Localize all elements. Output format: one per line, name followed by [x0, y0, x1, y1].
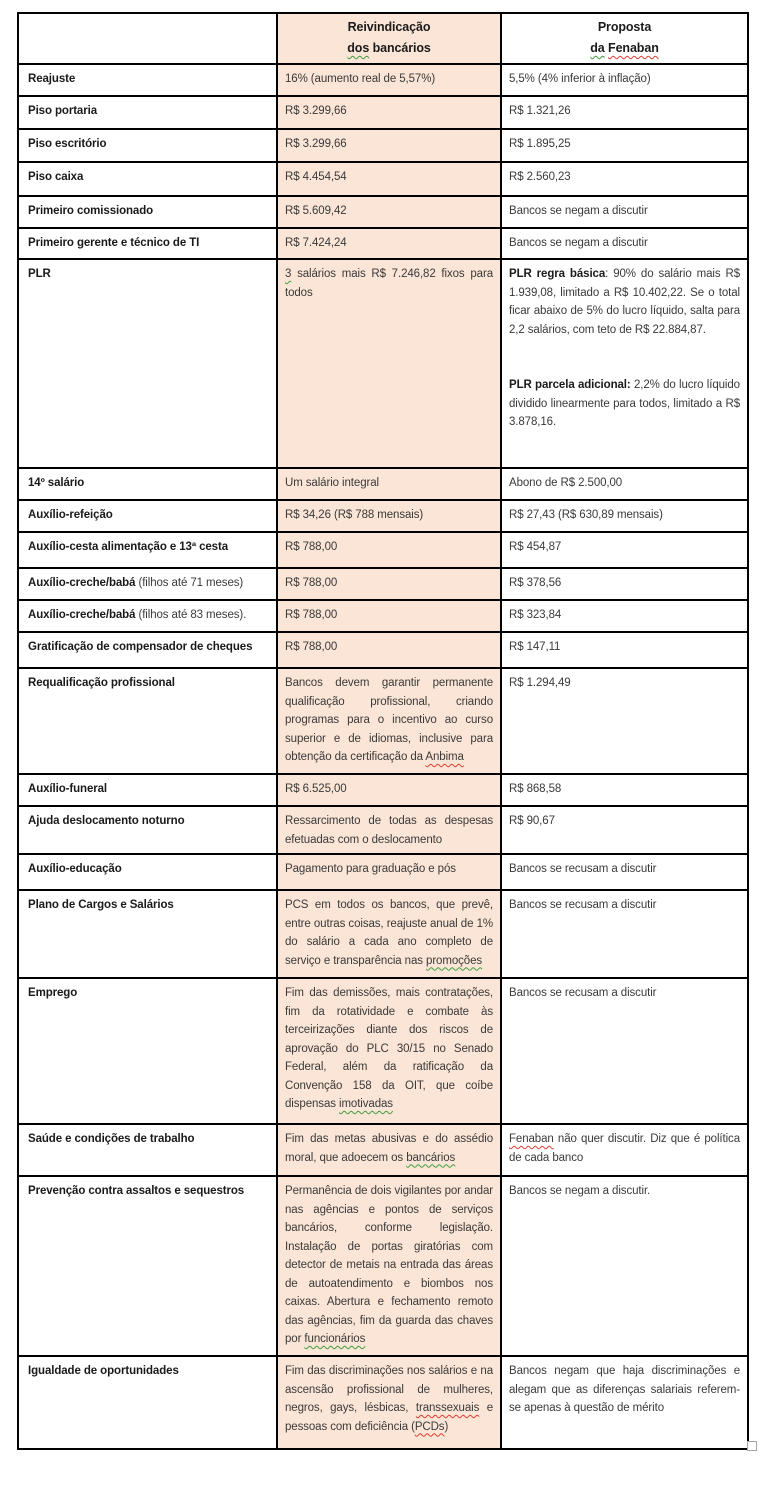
text-run: Pagamento para graduação e pós: [285, 863, 456, 875]
text-run: Fenaban: [509, 1133, 554, 1145]
text-run: PCS em todos os bancos, que prevê, entre outras coisas, reajuste anual de 1% do salário a cada ano completo de serviço e transparência nas: [285, 899, 493, 967]
text-run: R$ 147,11: [509, 641, 561, 653]
claim-cell: [277, 568, 501, 600]
row-label-cell: [18, 129, 277, 162]
header-claim-cell: [277, 13, 501, 64]
proposal-cell: [501, 632, 748, 668]
claim-paragraph: [285, 674, 493, 767]
proposal-cell: [501, 162, 748, 196]
row-label-paragraph: [28, 1182, 269, 1201]
row-label-cell: [18, 600, 277, 632]
proposal-cell: [501, 774, 748, 806]
row-label-cell: [18, 468, 277, 500]
text-run: Primeiro comissionado: [28, 205, 154, 217]
text-run: R$ 7.424,24: [285, 237, 347, 249]
text-run: salários mais R$ 7.246,82 fixos para todos: [285, 268, 493, 299]
row-label-paragraph: [28, 984, 269, 1003]
claim-cell: [277, 500, 501, 532]
claim-cell: [277, 1176, 501, 1356]
table-row: [18, 196, 748, 228]
claim-cell: [277, 668, 501, 774]
row-label-cell: [18, 162, 277, 196]
text-run: R$ 378,56: [509, 577, 562, 589]
proposal-cell: [501, 468, 748, 500]
row-label-paragraph: [28, 812, 269, 831]
table-row: [18, 1176, 748, 1356]
claim-paragraph: [285, 1182, 493, 1349]
claim-cell: [277, 129, 501, 162]
text-run: R$ 1.321,26: [509, 105, 571, 117]
text-run: Auxílio-creche/babá: [28, 577, 136, 589]
text-run: Ressarcimento de todas as despesas efetuadas com o deslocamento: [285, 815, 493, 846]
row-label-cell: [18, 1124, 277, 1176]
text-run: Fim das metas abusivas e do assédio moral, que adoecem os: [285, 1133, 493, 1164]
proposal-cell: [501, 96, 748, 129]
row-label-cell: [18, 259, 277, 468]
row-label-paragraph: [28, 474, 269, 493]
row-label-paragraph: [28, 780, 269, 799]
header-empty-cell: [18, 13, 277, 64]
text-run: R$ 27,43 (R$ 630,89 mensais): [509, 509, 663, 521]
comparison-table: [17, 12, 749, 1450]
claim-paragraph: [285, 265, 493, 302]
row-label-paragraph: [28, 506, 269, 525]
proposal-cell: [501, 1124, 748, 1176]
text-run: funcionários: [304, 1333, 366, 1345]
text-run: e pessoas com deficiência (: [285, 1402, 493, 1433]
text-run: R$ 788,00: [285, 609, 338, 621]
claim-paragraph: [285, 538, 493, 557]
text-run: Bancos se recusam a discutir: [509, 899, 657, 911]
row-label-cell: [18, 806, 277, 854]
proposal-cell: [501, 1356, 748, 1449]
claim-paragraph: [285, 202, 493, 221]
text-run: 16% (aumento real de 5,57%): [285, 73, 436, 85]
table-row: [18, 162, 748, 196]
claim-cell: [277, 64, 501, 96]
text-run: Prevenção contra assaltos e sequestros: [28, 1185, 245, 1197]
claim-paragraph: [285, 102, 493, 121]
text-run: Reajuste: [28, 73, 76, 85]
claim-paragraph: [285, 860, 493, 879]
proposal-cell: [501, 568, 748, 600]
text-run: transsexuais: [415, 1402, 480, 1414]
table-row: [18, 774, 748, 806]
table-resize-handle: [747, 1441, 757, 1451]
text-run: dos: [347, 41, 370, 55]
text-run: 5,5% (4% inferior à inflação): [509, 73, 651, 85]
claim-cell: [277, 468, 501, 500]
proposal-paragraph: [509, 984, 740, 1003]
text-run: Piso caixa: [28, 171, 84, 183]
claim-paragraph: [285, 638, 493, 657]
table-row: [18, 668, 748, 774]
text-run: Auxílio-funeral: [28, 783, 108, 795]
text-run: R$ 4.454,54: [285, 171, 347, 183]
row-label-cell: [18, 96, 277, 129]
text-run: 14º salário: [28, 477, 85, 489]
text-run: Auxílio-refeição: [28, 509, 113, 521]
text-run: R$ 323,84: [509, 609, 562, 621]
table-row: [18, 259, 748, 468]
proposal-paragraph: [509, 1130, 740, 1167]
text-run: Gratificação de compensador de cheques: [28, 641, 253, 653]
text-run: Saúde e condições de trabalho: [28, 1133, 195, 1145]
text-run: Piso portaria: [28, 105, 97, 117]
table-row: [18, 632, 748, 668]
table-row: [18, 806, 748, 854]
proposal-paragraph: [509, 339, 740, 358]
proposal-paragraph: [509, 606, 740, 625]
text-run: Bancos negam que haja discriminações e alegam que as diferenças salariais referem-se apenas à questão de mérito: [509, 1365, 740, 1414]
claim-cell: [277, 162, 501, 196]
text-run: Auxílio-educação: [28, 863, 122, 875]
claim-paragraph: [285, 474, 493, 493]
text-run: Bancos se negam a discutir.: [509, 1185, 651, 1197]
proposal-paragraph: [509, 896, 740, 915]
text-run: ): [444, 1420, 449, 1433]
text-run: Primeiro gerente e técnico de TI: [28, 237, 200, 249]
claim-cell: [277, 96, 501, 129]
text-run: R$ 1.294,49: [509, 677, 571, 689]
proposal-paragraph: [509, 638, 740, 657]
claim-cell: [277, 978, 501, 1124]
proposal-cell: [501, 259, 748, 468]
text-run: PLR regra básica: [509, 268, 606, 280]
proposal-cell: [501, 64, 748, 96]
table-row: [18, 1356, 748, 1449]
row-label-cell: [18, 64, 277, 96]
table-row: [18, 568, 748, 600]
proposal-paragraph: [509, 780, 740, 799]
text-run: R$ 868,58: [509, 783, 562, 795]
table-row: [18, 129, 748, 162]
row-label-paragraph: [28, 202, 269, 221]
proposal-paragraph: [509, 202, 740, 221]
proposal-cell: [501, 668, 748, 774]
text-run: Bancos se negam a discutir: [509, 237, 648, 249]
text-run: Auxílio-cesta alimentação e 13ª cesta: [28, 541, 228, 553]
row-label-paragraph: [28, 1362, 269, 1381]
text-run: Igualdade de oportunidades: [28, 1365, 179, 1377]
text-run: Permanência de dois vigilantes por andar nas agências e pontos de serviços bancários, conforme legislação. Instalação de portas giratórias com detector de metais na entrada das áreas de autoatendimento e biombos nos caixas. Abertura e fechamento remoto das agências, fim da guarda das chaves por: [285, 1185, 493, 1345]
text-run: Bancos se negam a discutir: [509, 205, 648, 217]
proposal-paragraph: [509, 506, 740, 525]
text-run: Proposta: [597, 20, 652, 34]
row-label-cell: [18, 568, 277, 600]
table-row: [18, 228, 748, 259]
proposal-paragraph: [509, 376, 740, 432]
text-run: bancários: [406, 1151, 456, 1164]
claim-paragraph: [285, 1130, 493, 1167]
table-row: [18, 468, 748, 500]
text-run: PLR: [28, 268, 51, 280]
row-label-paragraph: [28, 1130, 269, 1149]
text-run: (filhos até 83 meses).: [135, 609, 247, 621]
claim-cell: [277, 196, 501, 228]
claim-paragraph: [285, 168, 493, 187]
text-run: Auxílio-creche/babá: [28, 609, 136, 621]
text-run: PLR parcela adicional:: [509, 379, 631, 391]
text-run: R$ 6.525,00: [285, 783, 347, 795]
claim-cell: [277, 806, 501, 854]
row-label-cell: [18, 890, 277, 978]
table-row: [18, 500, 748, 532]
text-run: Fim das demissões, mais contratações, fim da rotatividade e combate às terceirizações diante dos riscos de aprovação do PLC 30/15 no Senado Federal, além da ratificação da Convenção 158 da OIT, que coíbe dispensas: [285, 987, 493, 1110]
proposal-paragraph: [509, 234, 740, 253]
header-claim-paragraph: [285, 17, 493, 38]
table-row: [18, 532, 748, 568]
header-proposal-paragraph: [509, 38, 740, 59]
header-claim-paragraph: [285, 38, 493, 59]
claim-paragraph: [285, 780, 493, 799]
claim-cell: [277, 890, 501, 978]
text-run: R$ 788,00: [285, 541, 338, 553]
text-run: R$ 90,67: [509, 815, 555, 827]
text-run: 3: [285, 268, 292, 280]
proposal-paragraph: [509, 860, 740, 879]
proposal-cell: [501, 196, 748, 228]
row-label-cell: [18, 774, 277, 806]
text-run: da: [590, 41, 605, 55]
row-label-cell: [18, 978, 277, 1124]
text-run: Um salário integral: [285, 477, 379, 489]
proposal-paragraph: [509, 70, 740, 89]
claim-paragraph: [285, 606, 493, 625]
header-proposal-paragraph: [509, 17, 740, 38]
row-label-cell: [18, 854, 277, 890]
proposal-cell: [501, 129, 748, 162]
row-label-paragraph: [28, 102, 269, 121]
row-label-paragraph: [28, 538, 269, 557]
proposal-paragraph: [509, 574, 740, 593]
row-label-paragraph: [28, 606, 269, 625]
text-run: R$ 5.609,42: [285, 205, 347, 217]
proposal-paragraph: [509, 812, 740, 831]
claim-paragraph: [285, 812, 493, 849]
claim-cell: [277, 854, 501, 890]
row-label-cell: [18, 1356, 277, 1449]
row-label-cell: [18, 228, 277, 259]
claim-cell: [277, 632, 501, 668]
text-run: (filhos até 71 meses): [135, 577, 244, 589]
proposal-paragraph: [509, 674, 740, 693]
row-label-paragraph: [28, 574, 269, 593]
text-run: Bancos devem garantir permanente qualificação profissional, criando programas para o incentivo ao curso superior e de idiomas, inclusive para obtenção da certificação da: [285, 677, 493, 763]
text-run: Plano de Cargos e Salários: [28, 899, 174, 911]
table-row: [18, 1124, 748, 1176]
text-run: R$ 788,00: [285, 577, 338, 589]
claim-paragraph: [285, 135, 493, 154]
text-run: não quer discutir. Diz que é política de cada banco: [509, 1133, 740, 1164]
proposal-paragraph: [509, 358, 740, 377]
claim-cell: [277, 1124, 501, 1176]
proposal-cell: [501, 978, 748, 1124]
text-run: Abono de R$ 2.500,00: [509, 477, 623, 489]
proposal-paragraph: [509, 135, 740, 154]
table-row: [18, 890, 748, 978]
proposal-paragraph: [509, 538, 740, 557]
text-run: Ajuda deslocamento noturno: [28, 815, 185, 827]
text-run: 2,2% do lucro líquido dividido linearmente para todos, limitado a R$ 3.878,16.: [509, 379, 740, 428]
text-run: Reivindicação: [347, 20, 431, 34]
table-row: [18, 600, 748, 632]
proposal-paragraph: [509, 1182, 740, 1201]
claim-cell: [277, 259, 501, 468]
header-row: [18, 13, 748, 64]
proposal-cell: [501, 1176, 748, 1356]
proposal-paragraph: [509, 474, 740, 493]
row-label-paragraph: [28, 168, 269, 187]
proposal-cell: [501, 532, 748, 568]
claim-cell: [277, 228, 501, 259]
row-label-paragraph: [28, 674, 269, 693]
row-label-paragraph: [28, 70, 269, 89]
text-run: Fenaban: [608, 41, 659, 55]
header-proposal-cell: [501, 13, 748, 64]
claim-paragraph: [285, 896, 493, 970]
proposal-paragraph: [509, 265, 740, 339]
claim-cell: [277, 600, 501, 632]
row-label-cell: [18, 532, 277, 568]
table-row: [18, 96, 748, 129]
claim-paragraph: [285, 1362, 493, 1436]
text-run: Piso escritório: [28, 138, 107, 150]
row-label-cell: [18, 668, 277, 774]
claim-paragraph: [285, 984, 493, 1114]
proposal-cell: [501, 500, 748, 532]
text-run: R$ 34,26 (R$ 788 mensais): [285, 509, 424, 521]
text-run: PCDs: [414, 1420, 445, 1433]
proposal-cell: [501, 854, 748, 890]
row-label-cell: [18, 196, 277, 228]
proposal-cell: [501, 806, 748, 854]
row-label-paragraph: [28, 265, 269, 284]
row-label-cell: [18, 500, 277, 532]
text-run: Anbima: [425, 751, 464, 763]
claim-cell: [277, 1356, 501, 1449]
text-run: R$ 2.560,23: [509, 171, 571, 183]
claim-paragraph: [285, 574, 493, 593]
claim-cell: [277, 532, 501, 568]
proposal-paragraph: [509, 102, 740, 121]
row-label-cell: [18, 1176, 277, 1356]
text-run: Bancos se recusam a discutir: [509, 987, 657, 999]
text-run: Fim das discriminações nos salários e na ascensão profissional de mulheres, negros, gays, lésbicas,: [285, 1365, 493, 1414]
claim-paragraph: [285, 234, 493, 253]
claim-cell: [277, 774, 501, 806]
table-row: [18, 854, 748, 890]
text-run: Requalificação profissional: [28, 677, 175, 689]
text-run: R$ 3.299,66: [285, 138, 347, 150]
text-run: Emprego: [28, 987, 78, 999]
text-run: Bancos se recusam a discutir: [509, 863, 657, 875]
proposal-cell: [501, 228, 748, 259]
text-run: R$ 454,87: [509, 541, 562, 553]
text-run: promoções: [426, 954, 483, 967]
proposal-cell: [501, 890, 748, 978]
claim-paragraph: [285, 506, 493, 525]
text-run: bancários: [369, 41, 431, 55]
text-run: R$ 1.895,25: [509, 138, 571, 150]
table-row: [18, 64, 748, 96]
proposal-paragraph: [509, 1362, 740, 1418]
claim-paragraph: [285, 70, 493, 89]
row-label-paragraph: [28, 860, 269, 879]
text-run: : 90% do salário mais R$ 1.939,08, limitado a R$ 10.402,22. Se o total ficar abaixo de 5% do lucro líquido, salta para 2,2 salários, com teto de R$ 22.884,87.: [509, 268, 740, 336]
row-label-paragraph: [28, 896, 269, 915]
text-run: R$ 788,00: [285, 641, 338, 653]
row-label-paragraph: [28, 135, 269, 154]
text-run: imotivadas: [338, 1098, 393, 1110]
table-row: [18, 978, 748, 1124]
row-label-cell: [18, 632, 277, 668]
text-run: R$ 3.299,66: [285, 105, 347, 117]
row-label-paragraph: [28, 638, 269, 657]
proposal-paragraph: [509, 168, 740, 187]
proposal-cell: [501, 600, 748, 632]
row-label-paragraph: [28, 234, 269, 253]
